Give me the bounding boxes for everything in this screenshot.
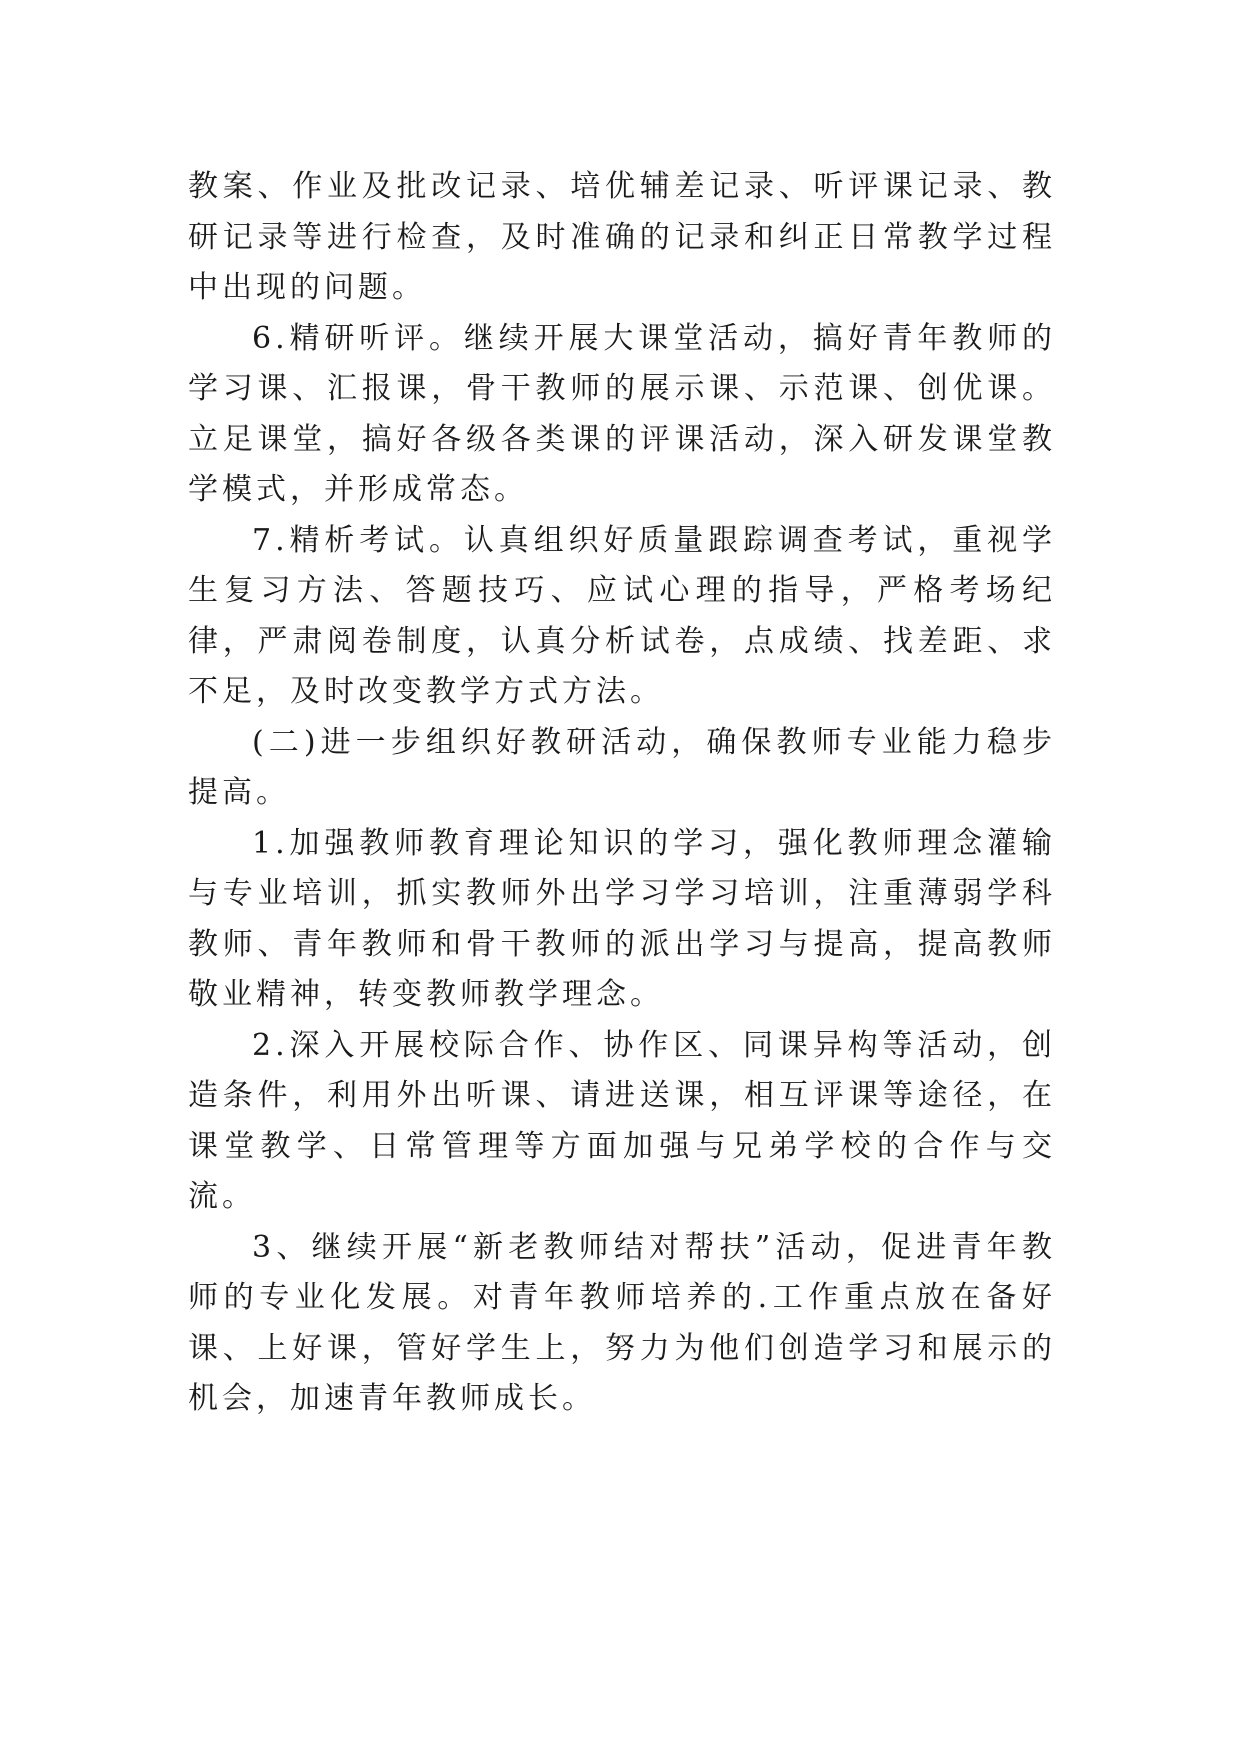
paragraph-mentoring: 3、继续开展“新老教师结对帮扶”活动，促进青年教师的专业化发展。对青年教师培养的.工作重点放在备好课、上好课，管好学生上，努力为他们创造学习和展示的机会，加速青年教师成长。 <box>188 1229 1056 1416</box>
section-heading-teaching-research: (二)进一步组织好教研活动，确保教师专业能力稳步提高。 <box>188 724 1056 810</box>
paragraph-teacher-training: 1.加强教师教育理论知识的学习，强化教师理念灌输与专业培训，抓实教师外出学习学习培训，注重薄弱学科教师、青年教师和骨干教师的派出学习与提高，提高教师敬业精神，转变教师教学理念。 <box>188 825 1056 1012</box>
paragraph-inspection-records: 教案、作业及批改记录、培优辅差记录、听评课记录、教研记录等进行检查，及时准确的记录和纠正日常教学过程中出现的问题。 <box>188 169 1056 305</box>
paragraph-exam-analysis: 7.精析考试。认真组织好质量跟踪调查考试，重视学生复习方法、答题技巧、应试心理的指导，严格考场纪律，严肃阅卷制度，认真分析试卷，点成绩、找差距、求不足，及时改变教学方式方法。 <box>188 522 1056 709</box>
paragraph-school-cooperation: 2.深入开展校际合作、协作区、同课异构等活动，创造条件，利用外出听课、请进送课，相互评课等途径，在课堂教学、日常管理等方面加强与兄弟学校的合作与交流。 <box>188 1027 1056 1214</box>
document-body <box>188 162 1056 1425</box>
paragraph-lesson-observation: 6.精研听评。继续开展大课堂活动，搞好青年教师的学习课、汇报课，骨干教师的展示课、示范课、创优课。立足课堂，搞好各级各类课的评课活动，深入研发课堂教学模式，并形成常态。 <box>188 320 1056 507</box>
